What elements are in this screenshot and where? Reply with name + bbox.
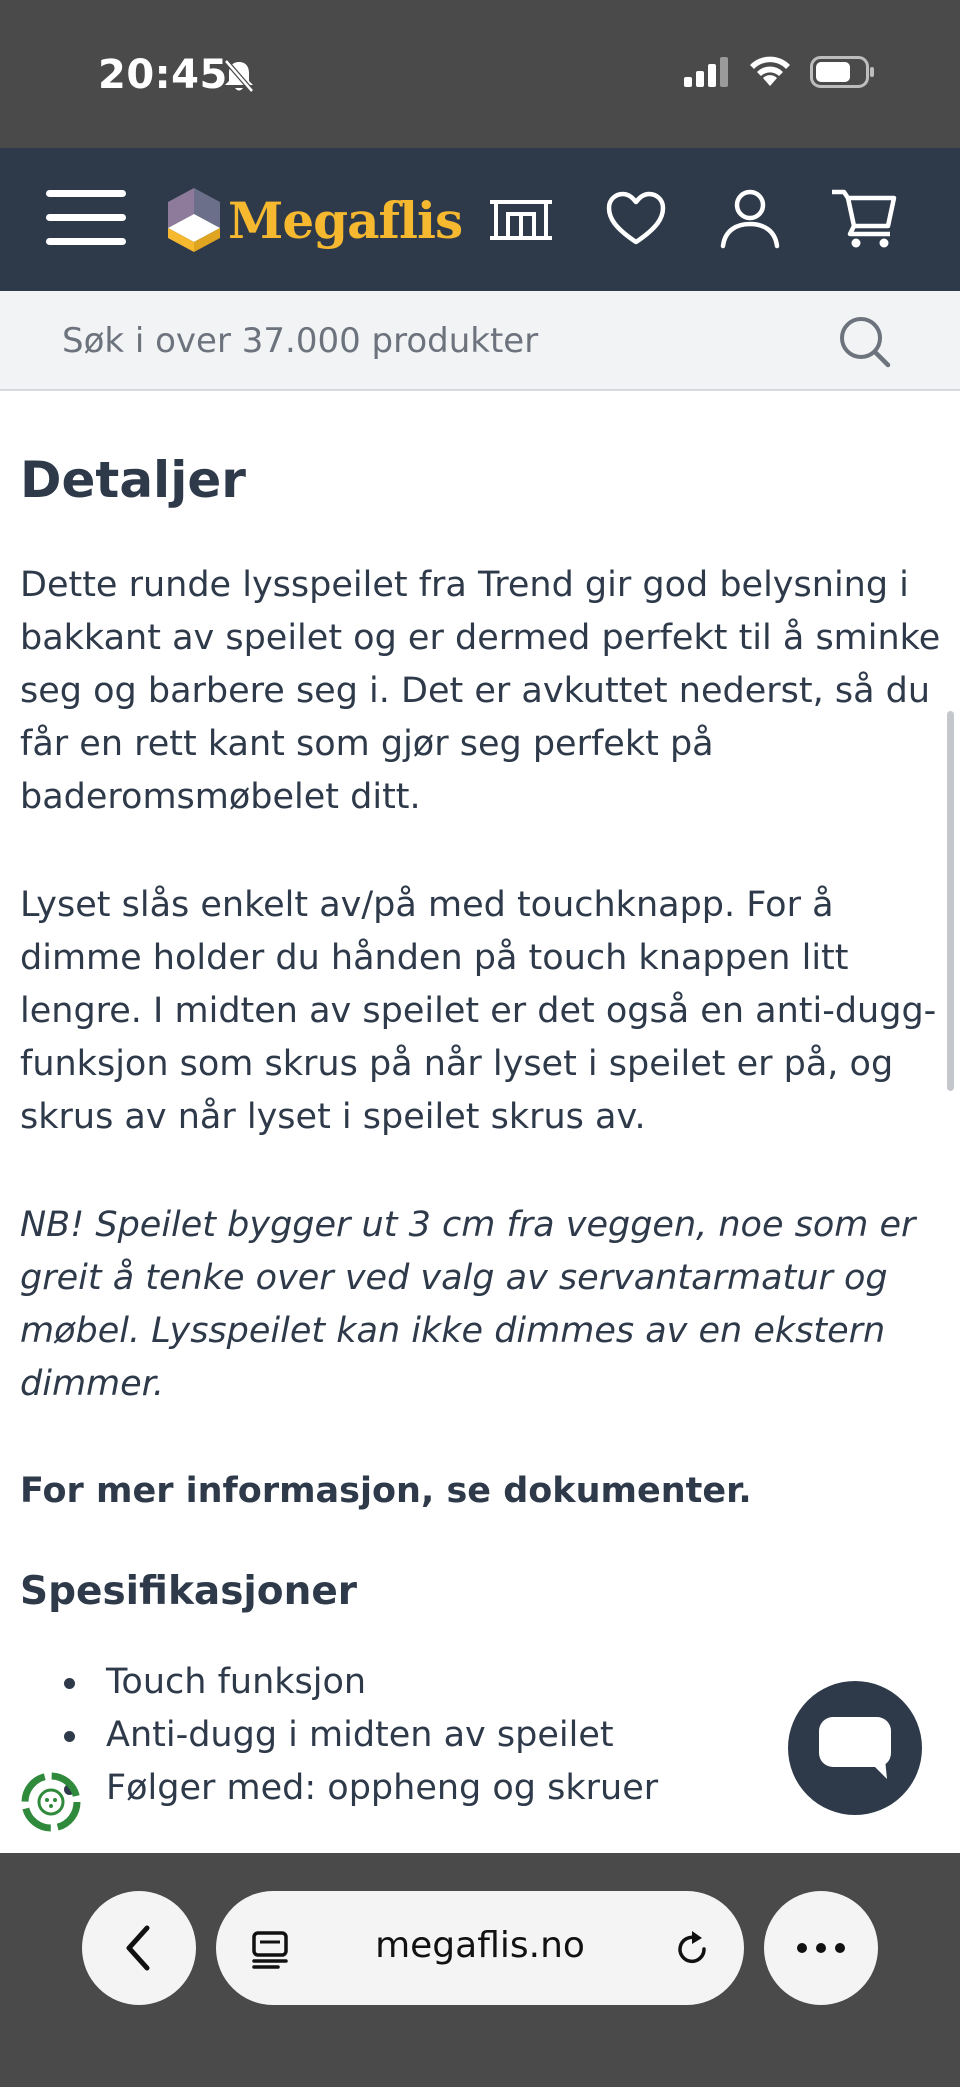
- logo-cube-icon: [168, 188, 220, 252]
- user-icon[interactable]: [715, 186, 785, 252]
- recycle-badge-icon[interactable]: [18, 1769, 84, 1835]
- back-button[interactable]: [82, 1891, 196, 2005]
- cellular-signal-icon: [684, 57, 730, 87]
- more-button[interactable]: [764, 1891, 878, 2005]
- url-text: megaflis.no: [375, 1925, 585, 1966]
- wifi-icon: [748, 56, 792, 88]
- search-bar: [0, 291, 960, 391]
- store-icon[interactable]: [486, 186, 556, 252]
- list-item: Touch funksjon: [20, 1656, 658, 1709]
- product-details: [0, 391, 960, 1853]
- details-heading: Detaljer: [20, 451, 246, 509]
- status-time: 20:45: [98, 52, 228, 98]
- cart-icon[interactable]: [830, 186, 900, 252]
- details-paragraph: Dette runde lysspeilet fra Trend gir god belysning i bakkant av speilet og er dermed perfekt til å sminke seg og barbere seg i. Det er avkuttet nederst, så du får en rett kant som gjør seg perfekt på baderomsmøbelet ditt.: [20, 565, 941, 817]
- scrollbar[interactable]: [947, 711, 954, 1091]
- list-item: Følger med: oppheng og skruer: [20, 1762, 658, 1815]
- megaflis-logo[interactable]: [168, 182, 462, 258]
- battery-icon: [810, 56, 876, 88]
- details-note: NB! Speilet bygger ut 3 cm fra veggen, noe som er greit å tenke over ved valg av servantarmatur og møbel. Lysspeilet kan ikke dimmes av en ekstern dimmer.: [20, 1205, 916, 1404]
- status-indicators: [684, 56, 876, 88]
- browser-toolbar: [0, 1853, 960, 2087]
- chat-bubble-icon: [817, 1715, 893, 1781]
- spec-heading: Spesifikasjoner: [20, 1569, 358, 1614]
- bell-muted-icon: [222, 58, 256, 94]
- chat-button[interactable]: [788, 1681, 922, 1815]
- status-bar: [0, 0, 960, 148]
- site-header: [0, 148, 960, 291]
- menu-icon[interactable]: [46, 190, 126, 250]
- address-bar[interactable]: [216, 1891, 744, 2005]
- reload-icon[interactable]: [670, 1927, 714, 1971]
- spec-list: [20, 1656, 658, 1815]
- logo-text: Megaflis: [228, 190, 463, 250]
- search-icon[interactable]: [838, 315, 892, 369]
- search-input[interactable]: [62, 313, 802, 369]
- documents-note: For mer informasjon, se dokumenter.: [20, 1471, 752, 1511]
- heart-icon[interactable]: [601, 186, 671, 252]
- list-item: Anti-dugg i midten av speilet: [20, 1709, 658, 1762]
- chevron-left-icon: [119, 1923, 159, 1973]
- more-dots-icon: [796, 1942, 846, 1954]
- details-paragraph: Lyset slås enkelt av/på med touchknapp. For å dimme holder du hånden på touch knappen litt lengre. I midten av speilet er det også en anti-dugg-funksjon som skrus på når lyset i speilet er på, og skrus av når lyset i speilet skrus av.: [20, 885, 937, 1137]
